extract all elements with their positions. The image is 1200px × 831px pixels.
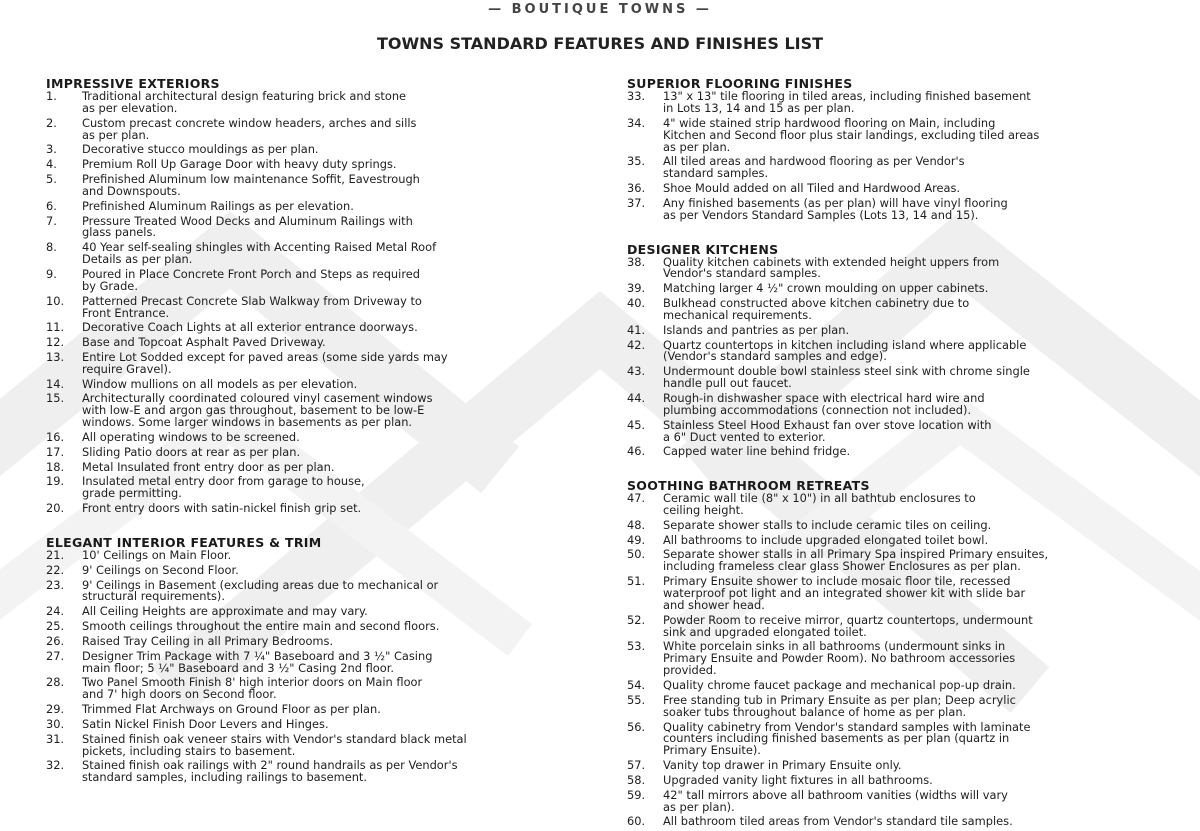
section-elegant-interior	[46, 535, 606, 784]
list-item	[627, 390, 1177, 417]
item-text: Bulkhead constructed above kitchen cabinetry due to mechanical requirements.	[663, 296, 970, 322]
brand-header: — BOUTIQUE TOWNS —	[488, 2, 712, 17]
item-text: 40 Year self-sealing shingles with Accenting Raised Metal Roof Details as per plan.	[82, 240, 437, 267]
item-text: Quartz countertops in kitchen including island where applicable (Vendor's standard samples and edge).	[663, 337, 1027, 364]
item-number: 30.	[46, 716, 65, 731]
item-text: Custom precast concrete window headers, arches and sills as per plan.	[82, 115, 417, 142]
item-text: 13" x 13" tile flooring in tiled areas, including finished basement in Lots 13, 14 and 15 as per plan.	[663, 89, 1031, 115]
item-number: 57.	[627, 758, 646, 773]
item-number: 40.	[627, 296, 646, 311]
section-soothing-bathroom	[627, 478, 1177, 828]
item-number: 43.	[627, 364, 646, 379]
list-item	[627, 322, 1177, 337]
item-number: 32.	[46, 758, 65, 773]
item-text: Entire Lot Sodded except for paved areas (some side yards may require Gravel).	[82, 349, 448, 376]
item-number: 12.	[46, 335, 65, 350]
feature-list	[627, 91, 1177, 222]
list-item	[46, 349, 606, 376]
item-text: 42" tall mirrors above all bathroom vanities (widths will vary as per plan).	[663, 787, 1008, 814]
section-heading: SOOTHING BATHROOM RETREATS	[627, 478, 870, 494]
item-text: Capped water line behind fridge.	[663, 444, 851, 459]
item-number: 8.	[46, 240, 57, 255]
item-number: 42.	[627, 337, 646, 352]
item-text: Front entry doors with satin-nickel finish grip set.	[82, 501, 362, 516]
item-text: Separate shower stalls in all Primary Spa inspired Primary ensuites, including frameless clear glass Shower Enclosures as per plan.	[663, 547, 1049, 574]
section-designer-kitchens	[627, 242, 1177, 459]
item-number: 29.	[46, 702, 65, 716]
list-item	[627, 156, 1177, 180]
item-text: Raised Tray Ceiling in all Primary Bedrooms.	[82, 633, 334, 648]
list-item	[46, 198, 606, 213]
item-number: 55.	[627, 692, 646, 707]
list-item	[627, 183, 1177, 195]
item-text: Decorative Coach Lights at all exterior entrance doorways.	[82, 320, 418, 335]
list-item	[46, 322, 606, 334]
list-item	[46, 293, 606, 320]
item-number: 53.	[627, 639, 646, 654]
item-number: 13.	[46, 349, 65, 364]
item-number: 49.	[627, 532, 646, 547]
item-number: 22.	[46, 562, 65, 577]
list-item	[627, 532, 1177, 547]
item-number: 4.	[46, 157, 57, 172]
item-text: Vanity top drawer in Primary Ensuite only.	[663, 758, 902, 773]
item-number: 45.	[627, 417, 646, 432]
list-item	[627, 195, 1177, 222]
item-text: All tiled areas and hardwood flooring as per Vendor's standard samples.	[663, 154, 965, 181]
item-number: 50.	[627, 547, 646, 562]
item-text: Quality kitchen cabinets with extended height uppers from Vendor's standard samples.	[663, 254, 1000, 281]
item-number: 33.	[627, 89, 646, 103]
item-number: 44.	[627, 390, 646, 405]
item-number: 54.	[627, 678, 646, 693]
list-item	[46, 459, 606, 474]
left-column	[46, 76, 606, 787]
item-number: 11.	[46, 320, 65, 335]
list-item	[46, 633, 606, 648]
list-item	[627, 772, 1177, 787]
item-number: 16.	[46, 430, 65, 445]
list-item	[627, 298, 1177, 322]
list-item	[627, 576, 1177, 612]
list-item	[46, 760, 606, 784]
list-item	[627, 816, 1177, 828]
item-number: 5.	[46, 172, 57, 186]
item-text: Stained finish oak veneer stairs with Vendor's standard black metal pickets, including stairs to basement.	[82, 731, 467, 758]
item-number: 28.	[46, 675, 65, 690]
item-number: 31.	[46, 731, 65, 746]
list-item	[46, 716, 606, 731]
section-superior-flooring	[627, 76, 1177, 222]
item-number: 48.	[627, 517, 646, 532]
page-title: TOWNS STANDARD FEATURES AND FINISHES LIST	[376, 34, 824, 53]
item-text: Undermount double bowl stainless steel sink with chrome single handle pull out faucet.	[663, 364, 1030, 391]
item-text: Separate shower stalls to include ceramic tiles on ceiling.	[663, 517, 992, 532]
item-number: 38.	[627, 254, 646, 269]
list-item	[46, 266, 606, 293]
item-number: 26.	[46, 633, 65, 648]
section-heading: SUPERIOR FLOORING FINISHES	[627, 76, 853, 91]
list-item	[627, 641, 1177, 677]
list-item	[627, 517, 1177, 532]
item-text: Metal Insulated front entry door as per plan.	[82, 459, 335, 474]
item-text: Window mullions on all models as per elevation.	[82, 376, 358, 391]
item-text: Free standing tub in Primary Ensuite as per plan; Deep acrylic soaker tubs throughout balance of home as per plan.	[663, 692, 1016, 719]
item-text: Base and Topcoat Asphalt Paved Driveway.	[82, 335, 326, 350]
list-item	[46, 432, 606, 444]
list-item	[46, 562, 606, 577]
item-number: 10.	[46, 293, 65, 308]
item-number: 36.	[627, 181, 646, 196]
list-item	[627, 446, 1177, 458]
list-item	[46, 503, 606, 515]
item-text: Islands and pantries as per plan.	[663, 322, 850, 337]
item-number: 19.	[46, 474, 65, 489]
right-column	[627, 76, 1177, 831]
item-text: Stained finish oak railings with 2" round handrails as per Vendor's standard samples, including railings to basement.	[82, 758, 458, 785]
feature-list	[627, 254, 1177, 459]
list-item	[627, 91, 1177, 115]
section-heading: ELEGANT INTERIOR FEATURES & TRIM	[46, 534, 322, 550]
list-item	[46, 337, 606, 349]
item-text: Satin Nickel Finish Door Levers and Hinges.	[82, 716, 329, 731]
item-text: Sliding Patio doors at rear as per plan.	[82, 444, 301, 459]
item-text: Quality cabinetry from Vendor's standard samples with laminate counters including finished basements as per plan (quartz in Primary Ensuite).	[663, 719, 1031, 758]
item-number: 59.	[627, 787, 646, 802]
item-text: Insulated metal entry door from garage to house, grade permitting.	[82, 474, 365, 501]
item-number: 60.	[627, 814, 646, 829]
list-item	[46, 731, 606, 758]
item-number: 14.	[46, 376, 65, 391]
item-text: Prefinished Aluminum low maintenance Soffit, Eavestrough and Downspouts.	[82, 172, 420, 198]
item-number: 35.	[627, 154, 646, 169]
item-text: Traditional architectural design featuring brick and stone as per elevation.	[82, 89, 407, 115]
list-item	[627, 787, 1177, 814]
item-number: 51.	[627, 574, 646, 589]
item-text: All bathrooms to include upgraded elongated toilet bowl.	[663, 532, 989, 547]
list-item	[627, 337, 1177, 364]
item-number: 25.	[46, 619, 65, 633]
item-text: White porcelain sinks in all bathrooms (undermount sinks in Primary Ensuite and Powder Room). No bathroom accessories provided.	[663, 639, 1016, 678]
item-number: 15.	[46, 391, 65, 406]
item-number: 34.	[627, 115, 646, 130]
feature-list	[627, 493, 1177, 828]
list-item	[627, 366, 1177, 390]
list-item	[46, 376, 606, 391]
feature-list	[46, 91, 606, 515]
list-item	[46, 159, 606, 171]
item-text: All Ceiling Heights are approximate and may vary.	[82, 604, 368, 619]
item-number: 18.	[46, 459, 65, 474]
item-text: Smooth ceilings throughout the entire main and second floors.	[82, 619, 440, 633]
item-number: 52.	[627, 612, 646, 627]
list-item	[46, 174, 606, 198]
item-text: Matching larger 4 ½" crown moulding on upper cabinets.	[663, 281, 989, 296]
list-item	[46, 444, 606, 459]
section-heading: DESIGNER KITCHENS	[627, 241, 779, 257]
section-heading: IMPRESSIVE EXTERIORS	[46, 76, 220, 91]
list-item	[46, 393, 606, 429]
section-impressive-exteriors	[46, 76, 606, 515]
item-text: Prefinished Aluminum Railings as per elevation.	[82, 198, 354, 213]
item-text: Trimmed Flat Archways on Ground Floor as per plan.	[82, 702, 381, 716]
item-number: 37.	[627, 195, 646, 210]
item-number: 21.	[46, 547, 65, 562]
list-item	[46, 606, 606, 618]
item-number: 9.	[46, 266, 57, 281]
item-text: All operating windows to be screened.	[82, 430, 300, 445]
item-text: Premium Roll Up Garage Door with heavy duty springs.	[82, 157, 397, 172]
item-text: Decorative stucco mouldings as per plan.	[82, 142, 319, 157]
list-item	[627, 692, 1177, 719]
item-number: 41.	[627, 322, 646, 337]
item-text: Primary Ensuite shower to include mosaic floor tile, recessed waterproof pot light and an integrated shower kit with slide bar and shower head.	[663, 574, 1026, 612]
item-number: 6.	[46, 198, 57, 213]
list-item	[627, 680, 1177, 692]
list-item	[627, 254, 1177, 281]
item-number: 24.	[46, 604, 65, 619]
list-item	[46, 547, 606, 562]
item-text: 9' Ceilings in Basement (excluding areas due to mechanical or structural requirements).	[82, 577, 439, 604]
item-text: 10' Ceilings on Main Floor.	[82, 547, 232, 562]
item-text: Ceramic wall tile (8" x 10") in all bathtub enclosures to ceiling height.	[663, 491, 976, 518]
item-number: 1.	[46, 89, 57, 103]
list-item	[627, 612, 1177, 639]
list-item	[46, 144, 606, 156]
item-text: Designer Trim Package with 7 ¼" Baseboard and 3 ½" Casing main floor; 5 ¼" Baseboard and 3 ½" Casing 2nd floor.	[82, 648, 433, 675]
list-item	[627, 283, 1177, 295]
item-number: 20.	[46, 501, 65, 516]
list-item	[627, 549, 1177, 573]
item-text: Patterned Precast Concrete Slab Walkway from Driveway to Front Entrance.	[82, 293, 422, 320]
item-number: 46.	[627, 444, 646, 459]
item-text: 9' Ceilings on Second Floor.	[82, 562, 239, 577]
item-number: 56.	[627, 719, 646, 734]
list-item	[46, 115, 606, 142]
item-number: 17.	[46, 444, 65, 459]
list-item	[46, 242, 606, 266]
item-number: 7.	[46, 213, 57, 228]
list-item	[627, 115, 1177, 154]
item-text: All bathroom tiled areas from Vendor's standard tile samples.	[663, 814, 1013, 829]
list-item	[627, 760, 1177, 772]
item-text: Stainless Steel Hood Exhaust fan over stove location with a 6" Duct vented to exterior.	[663, 417, 992, 444]
list-item	[46, 91, 606, 115]
item-text: Any finished basements (as per plan) will have vinyl flooring as per Vendors Standard Samples (Lots 13, 14 and 15).	[663, 195, 1008, 222]
list-item	[46, 213, 606, 240]
list-item	[46, 648, 606, 675]
item-text: Quality chrome faucet package and mechanical pop-up drain.	[663, 678, 1016, 693]
list-item	[46, 621, 606, 633]
item-number: 58.	[627, 772, 646, 787]
item-number: 27.	[46, 648, 65, 663]
item-number: 39.	[627, 281, 646, 296]
item-text: Architecturally coordinated coloured vinyl casement windows with low-E and argon gas throughout, basement to be low-E windows. Some larger windows in basements as per plan.	[82, 391, 433, 430]
item-number: 2.	[46, 115, 57, 130]
list-item	[46, 704, 606, 716]
item-text: Upgraded vanity light fixtures in all bathrooms.	[663, 772, 933, 787]
item-number: 3.	[46, 142, 57, 157]
item-text: Two Panel Smooth Finish 8' high interior doors on Main floor and 7' high doors on Second floor.	[82, 675, 423, 702]
item-text: Rough-in dishwasher space with electrical hard wire and plumbing accommodations (connection not included).	[663, 390, 985, 417]
item-number: 47.	[627, 491, 646, 506]
item-number: 23.	[46, 577, 65, 592]
item-text: Pressure Treated Wood Decks and Aluminum Railings with glass panels.	[82, 213, 413, 240]
list-item	[46, 476, 606, 500]
item-text: Poured in Place Concrete Front Porch and Steps as required by Grade.	[82, 266, 420, 293]
item-text: 4" wide stained strip hardwood flooring on Main, including Kitchen and Second floor plus stair landings, excluding tiled areas as per plan.	[663, 115, 1040, 154]
item-text: Powder Room to receive mirror, quartz countertops, undermount sink and upgraded elongated toilet.	[663, 612, 1033, 639]
item-text: Shoe Mould added on all Tiled and Hardwood Areas.	[663, 181, 961, 196]
list-item	[627, 417, 1177, 444]
feature-list	[46, 547, 606, 785]
list-item	[46, 577, 606, 604]
list-item	[46, 677, 606, 701]
list-item	[627, 493, 1177, 517]
list-item	[627, 719, 1177, 758]
